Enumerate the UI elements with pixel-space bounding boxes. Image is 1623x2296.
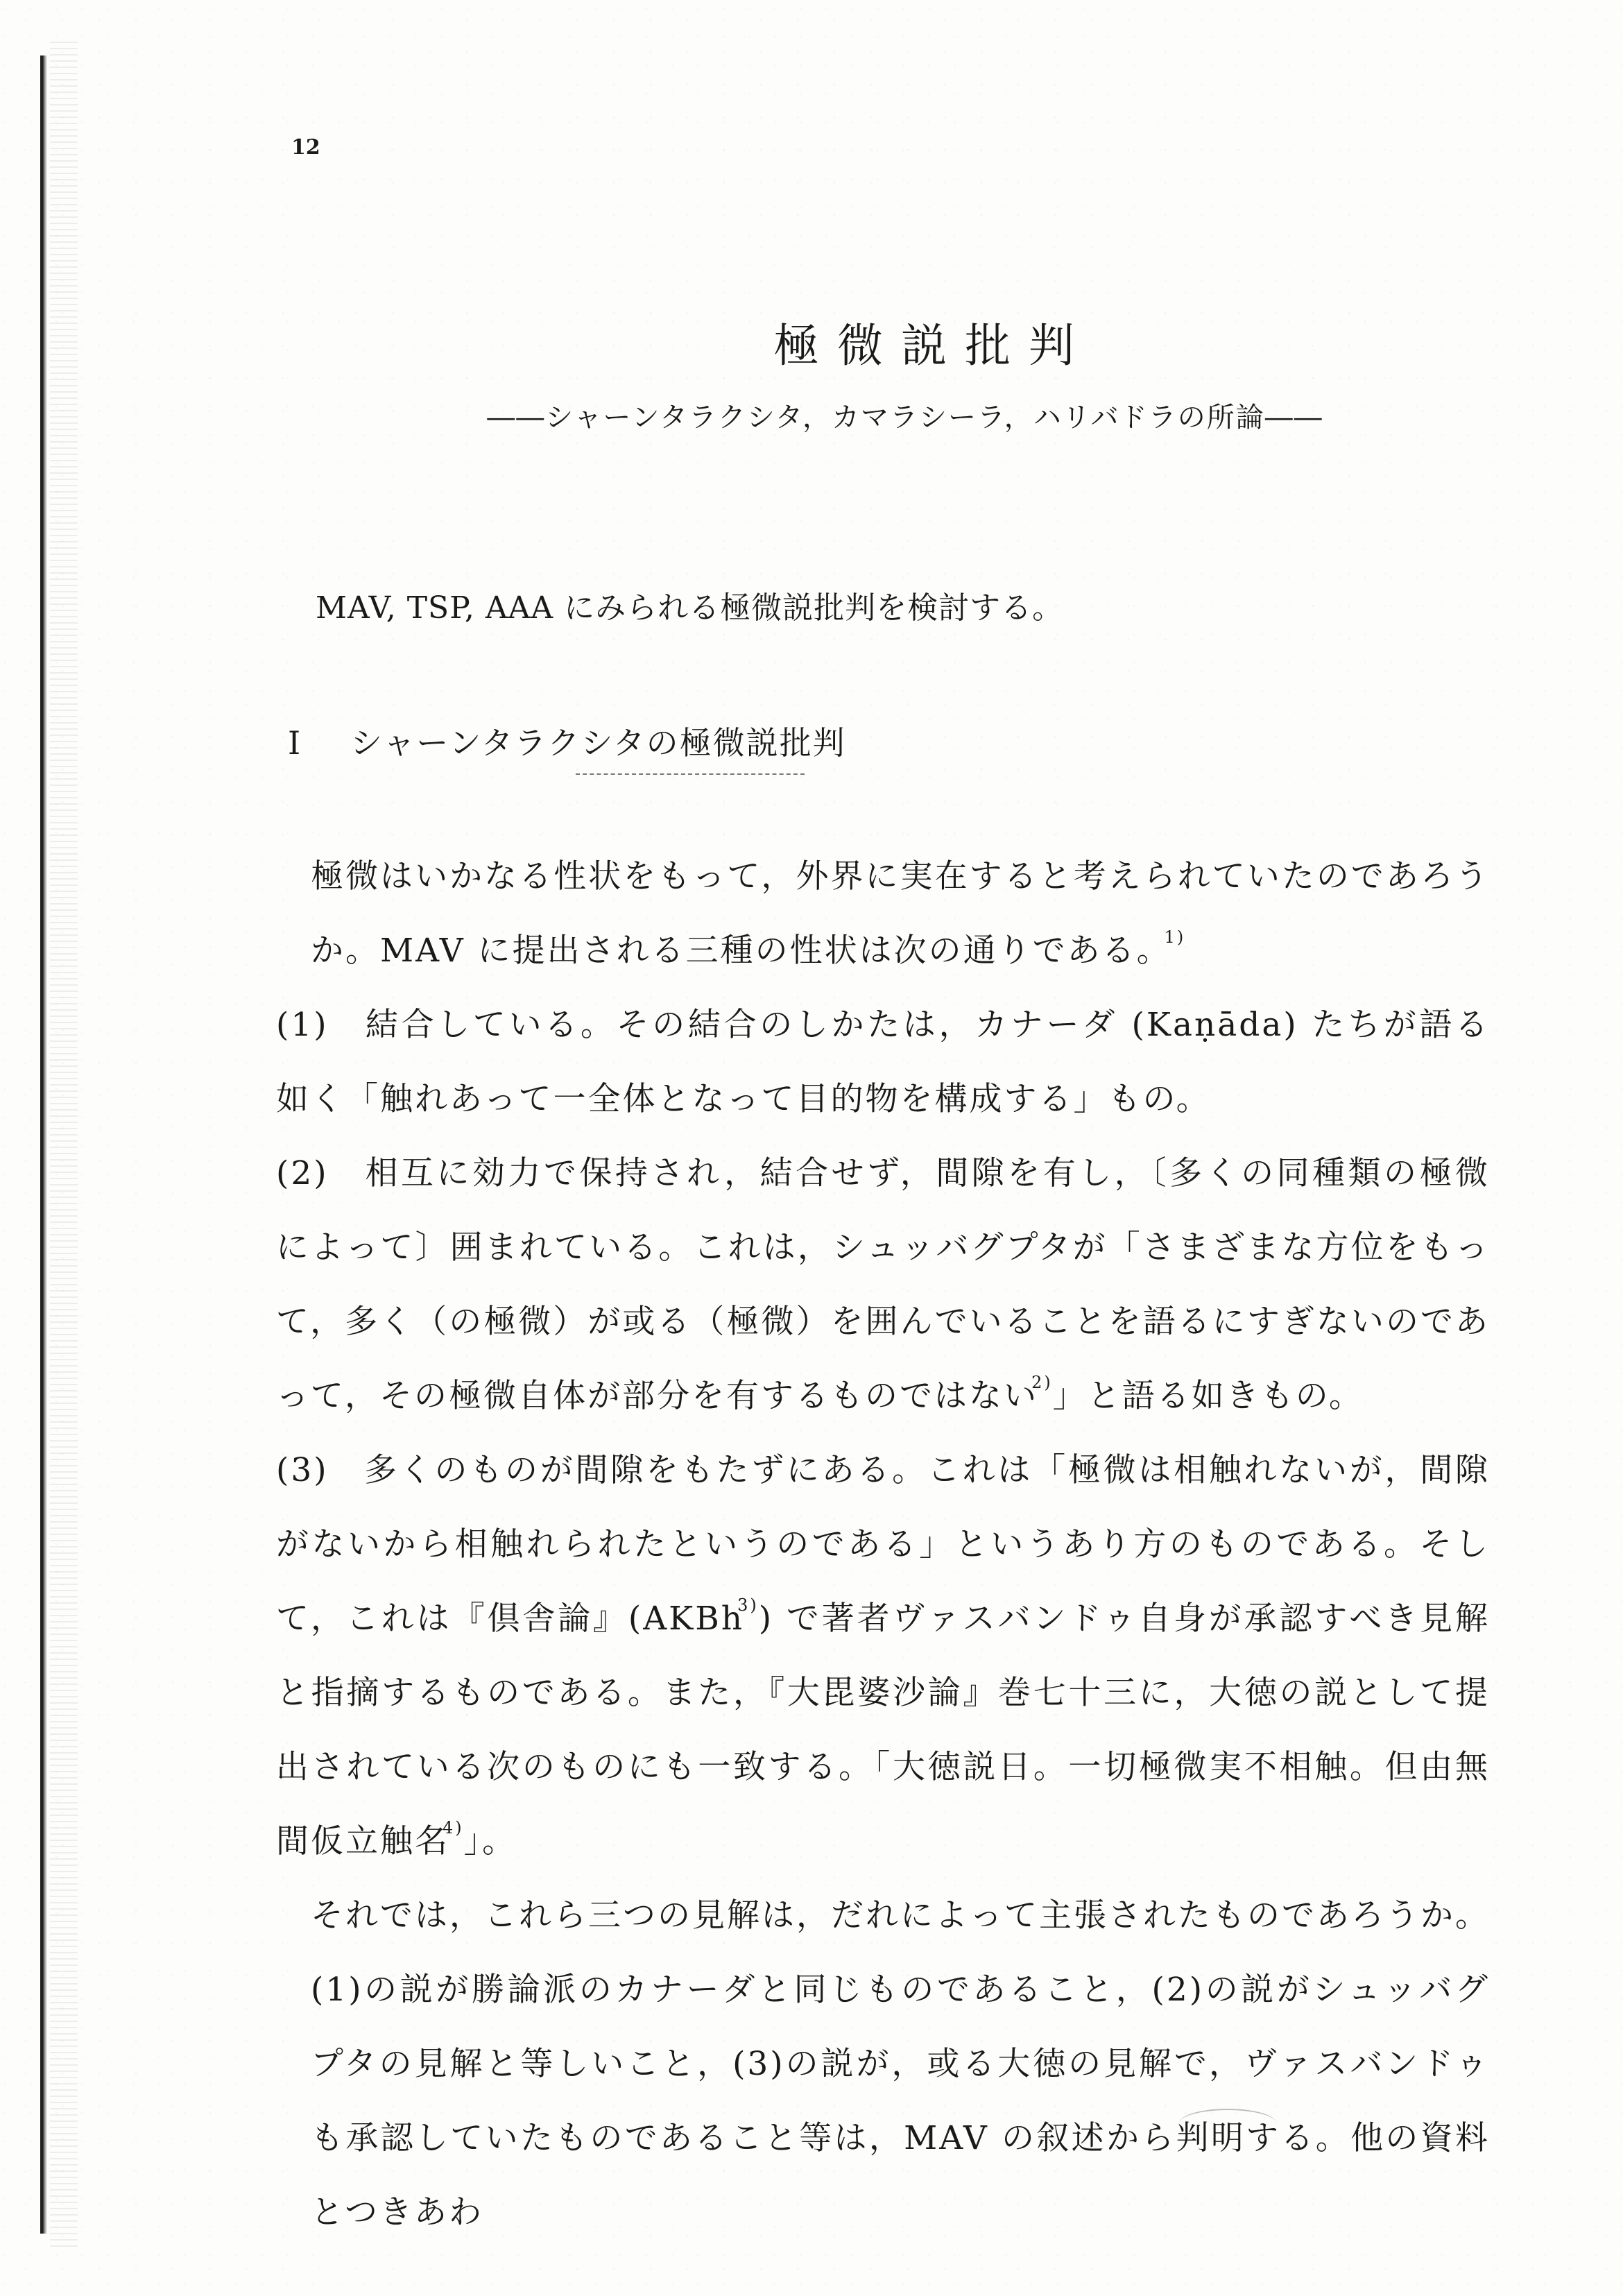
- list-item-2-tail: 」と語る如きもの。: [1052, 1377, 1364, 1415]
- footnote-ref-2[interactable]: 2): [1031, 1373, 1053, 1393]
- intro-sentence: MAV, TSP, AAA にみられる極微説批判を検討する。: [316, 590, 1064, 626]
- section-heading: [288, 718, 846, 764]
- section-title: シャーンタラクシタの極微説批判: [350, 724, 846, 762]
- paragraph-1: [276, 839, 1490, 988]
- body-text: [276, 839, 1490, 2250]
- list-item-2-text: (2) 相互に効力で保持され，結合せず，間隙を有し，〔多くの同種類の極微によって〕囲まれている。これは，シュッバグプタが「さまざまな方位をもって，多く（の極微）が或る（極微）を囲んでいることを語るにすぎないのであって，その極微自体が部分を有するものではない: [276, 1154, 1490, 1415]
- article-title: 極微説批判: [773, 319, 1092, 372]
- scan-smudge: [1179, 2109, 1276, 2138]
- list-item-3-middle: ) で著者ヴァスバンドゥ自身が承認すべき見解と指摘するものである。また，『大毘婆沙論』巻七十三に，大徳の説として提出されている次のものにも一致する。「大徳説日。一切極微実不相触。但由無間仮立触名: [276, 1600, 1490, 1860]
- footnote-ref-1[interactable]: 1): [1164, 927, 1186, 948]
- heading-underline: [576, 773, 805, 775]
- list-item-3-text: (3) 多くのものが間隙をもたずにある。これは「極微は相触れないが，間隙がないから相触れられたというのである」というあり方のものである。そして，これは『倶舎論』(AKBh: [276, 1451, 1490, 1638]
- article-subtitle: ――シャーンタラクシタ，カマラシーラ，ハリバドラの所論――: [487, 402, 1323, 434]
- footnote-ref-4[interactable]: 4): [443, 1818, 464, 1838]
- page-number: 12: [291, 135, 320, 160]
- list-item-2: [276, 1136, 1490, 1433]
- footnote-ref-3[interactable]: 3): [737, 1595, 759, 1616]
- list-item-1: (1) 結合している。その結合のしかたは，カナーダ (Kaṇāda) たちが語る如く「触れあって一全体となって目的物を構成する」もの。: [276, 1006, 1490, 1118]
- section-number: I: [288, 724, 302, 762]
- paragraph-2: それでは，これら三つの見解は，だれによって主張されたものであろうか。(1)の説が勝論派のカナーダと同じものであること，(2)の説がシュッバグプタの見解と等しいこと，(3)の説が，或る大徳の見解で，ヴァスバンドゥも承認していたものであること等は，MAV の叙述から判明する。他の資料とつきあわ: [311, 1896, 1490, 2231]
- list-item-3: [276, 1433, 1490, 1878]
- list-item-3-tail: 」。: [463, 1822, 517, 1860]
- paragraph-1-text: 極微はいかなる性状をもって，外界に実在すると考えられていたのであろうか。MAV に提出される三種の性状は次の通りである。: [311, 857, 1490, 970]
- binding-edge: [40, 55, 47, 2234]
